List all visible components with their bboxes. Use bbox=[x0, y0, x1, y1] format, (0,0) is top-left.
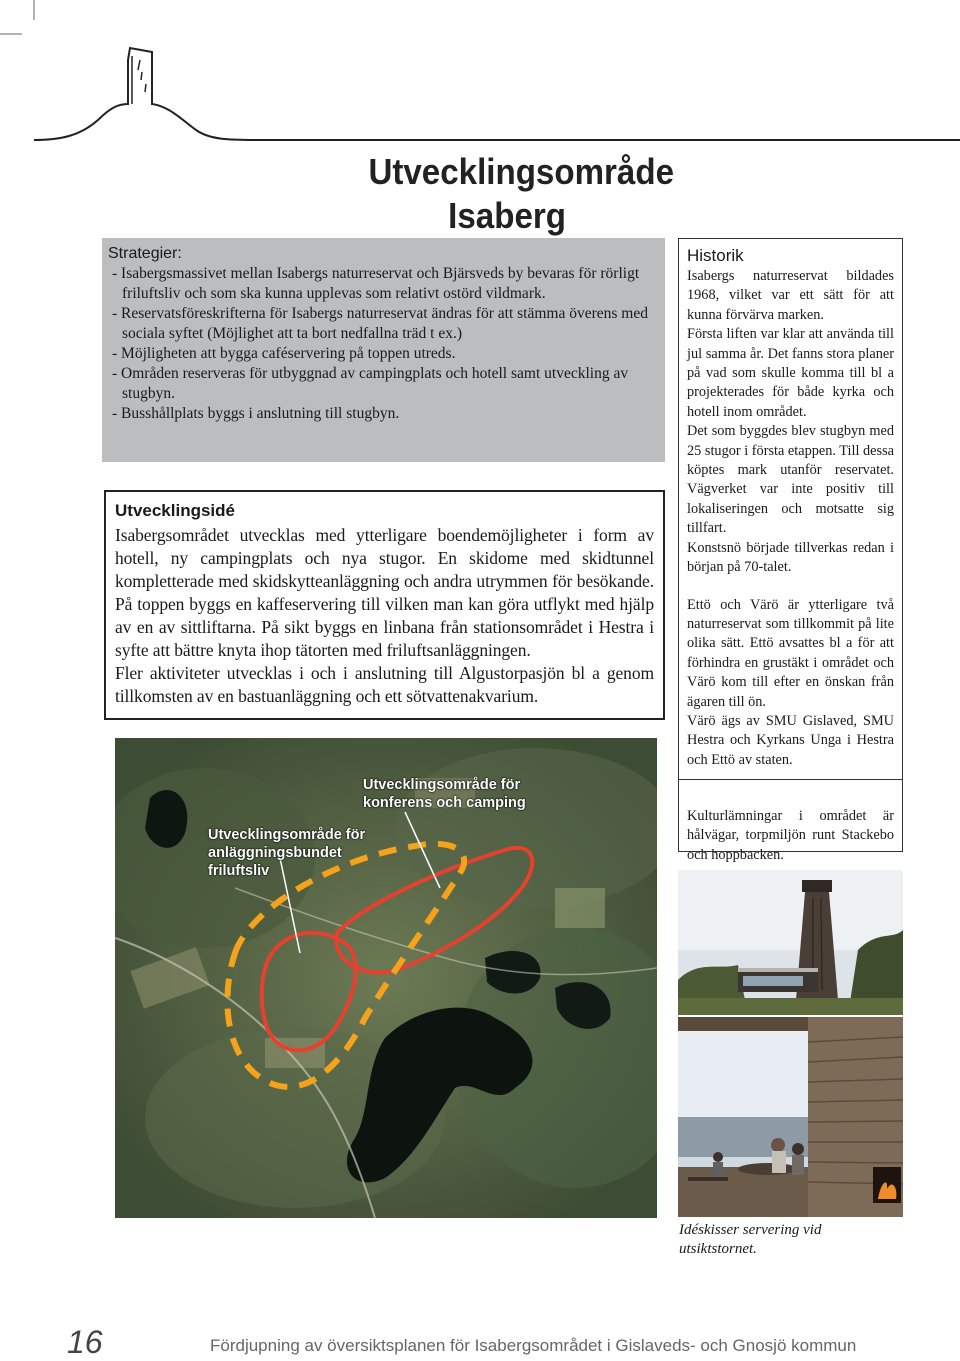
strategy-item: - Möjligheten att bygga caféservering på toppen utreds. bbox=[112, 345, 456, 362]
header-hill-tower-illustration bbox=[0, 0, 960, 150]
history-paragraph: Kulturlämningar i området är hålvägar, torpmiljön runt Stackebo och hoppbacken. bbox=[687, 808, 894, 863]
idea-heading: Utvecklingsidé bbox=[115, 501, 235, 520]
aerial-map bbox=[115, 738, 657, 1218]
photo-cafe-interior bbox=[678, 1017, 903, 1217]
strategy-item: - Isabergsmassivet mellan Isabergs naturreservat och Bjärsveds by bevaras för rörligt friluftsliv och som ska kunna upplevas som relativt ostörd vildmark. bbox=[112, 265, 640, 302]
footer-text: Fördjupning av översiktsplanen för Isabergsområdet i Gislaveds- och Gnosjö kommun bbox=[210, 1336, 857, 1355]
history-paragraph: Isabergs naturreservat bildades 1968, vilket var ett sätt för att kunna förvärva marken. bbox=[687, 268, 894, 323]
history-paragraph: Värö ägs av SMU Gislaved, SMU Hestra och Kyrkans Unga i Hestra och Ettö av staten. bbox=[687, 712, 894, 768]
idea-paragraph: Fler aktiviteter utvecklas i och i anslutning till Algustorpasjön bl a genom tillkomsten av en bastuanläggning och ett sötvattenakvarium. bbox=[115, 663, 654, 706]
history-paragraph: Ettö och Värö är ytterligare två naturreservat som tillkommit på lite olika sätt. Ettö avsattes bl a för att förhindra en grustäkt i området och Värö kom till efter en önskan från ägaren till ön. bbox=[687, 596, 894, 710]
development-idea-box bbox=[104, 490, 665, 720]
map-label-outdoor-recreation: Utvecklingsområde för anläggningsbundet friluftsliv bbox=[208, 827, 366, 879]
history-divider bbox=[679, 779, 902, 780]
strategy-item: - Busshållplats byggs i anslutning till stugbyn. bbox=[112, 405, 400, 422]
history-paragraph: Första liften var klar att använda till jul samma år. Det fanns stora planer på vad som skulle komma till bl a projekterades för både kyrka och hotell inom området. bbox=[687, 326, 894, 420]
page-number: 16 bbox=[67, 1324, 103, 1360]
history-heading: Historik bbox=[687, 246, 744, 265]
strategy-item: - Områden reserveras för utbyggnad av campingplats och hotell samt utveckling av stugbyn. bbox=[112, 365, 629, 402]
photo-caption: Idéskisser servering vid utsiktstornet. bbox=[679, 1222, 822, 1257]
strategies-heading: Strategier: bbox=[108, 245, 182, 262]
history-box bbox=[678, 238, 903, 863]
strategies-list bbox=[108, 264, 659, 424]
strategy-item: - Reservatsföreskrifterna för Isabergs naturreservat ändras för att stämma överens med sociala syftet (Möjlighet att ta bort nedfallna träd t ex.) bbox=[112, 305, 648, 342]
photo-observation-tower bbox=[678, 870, 903, 1015]
history-paragraph: Konstsnö började tillverkas redan i början på 70-talet. bbox=[687, 539, 894, 576]
strategies-box bbox=[102, 238, 665, 462]
page-title-line2: Isaberg bbox=[448, 195, 566, 236]
idea-paragraph: Isabergsområdet utvecklas med ytterligare boendemöjligheter i form av hotell, ny campingplats och nya stugor. En skidome med skidtunnel kompletterade med skidskytteanläggning och andra utrymmen för besökande. På toppen byggs en kaffeservering till vilken man kan göra utflykt med hjälp av en av sittliftarna. På sikt byggs en linbana från stationsområdet i Hestra i syfte att bättre knyta ihop tätorten med friluftsanläggningen. bbox=[115, 525, 654, 660]
map-label-conference-camping: Utvecklingsområde för konferens och camping bbox=[363, 777, 526, 811]
history-paragraph: Det som byggdes blev stugbyn med 25 stugor i första etappen. Till dessa köptes mark utanför reservatet. Vägverket var inte positiv till lokaliseringen och motsatte sig tillfart. bbox=[687, 423, 894, 537]
page-title-line1: Utvecklingsområde bbox=[368, 151, 674, 192]
